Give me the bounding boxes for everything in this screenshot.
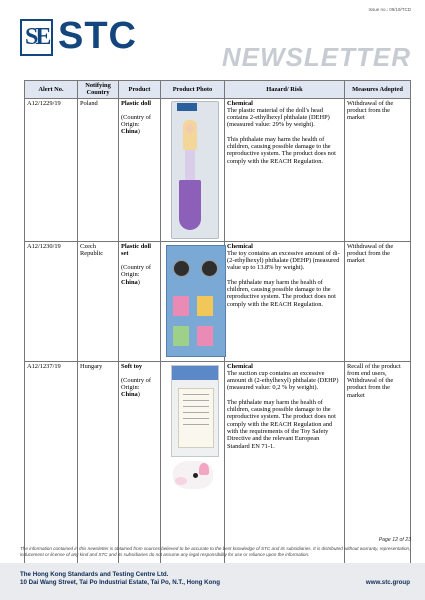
product-photo-cell xyxy=(161,98,225,241)
notifying-country: Poland xyxy=(78,98,119,241)
company-name: The Hong Kong Standards and Testing Centre Ltd. xyxy=(20,571,169,578)
company-address: 10 Dai Wang Street, Tai Po Industrial Estate, Tai Po, N.T., Hong Kong xyxy=(20,579,220,586)
hazard-risk-text: The phthalate may harm the health of children, causing possible damage to the reproductive system. The product does not comply with the REACH Regulation and with the requirements of the Toy Safety Directive and the relevant European Standard EN 71-1. xyxy=(227,398,336,450)
alerts-table xyxy=(24,80,411,575)
hazard-title: Chemical xyxy=(227,362,253,370)
table-row xyxy=(25,98,411,241)
hazard-description: The toy contains an excessive amount of di-(2-ethylhexyl) phthalate (DEHP) (measured value up to 13.8% by weight). xyxy=(227,249,340,272)
measures-adopted: Recall of the product from end users, Withdrawal of the product from the market xyxy=(345,361,411,574)
origin-country: China xyxy=(121,128,138,136)
table-row xyxy=(25,241,411,361)
website-link[interactable]: www.stc.group xyxy=(365,579,410,586)
product-cell: Soft toy (Country of Origin: China) xyxy=(119,361,161,574)
alert-number: A12/1237/19 xyxy=(25,361,78,574)
measures-adopted: Withdrawal of the product from the market xyxy=(345,241,411,361)
hazard-title: Chemical xyxy=(227,242,253,250)
company-info xyxy=(20,571,220,587)
logo-text: STC xyxy=(58,15,137,57)
measures-adopted: Withdrawal of the product from the market xyxy=(345,98,411,241)
product-photo-cell xyxy=(161,361,225,574)
table-header-row xyxy=(25,81,411,99)
product-name: Plastic doll set xyxy=(121,242,151,257)
table-row xyxy=(25,361,411,574)
hazard-risk-text: This phthalate may harm the health of children, causing possible damage to the reproductive system. The product does not comply with the REACH Regulation. xyxy=(227,135,336,165)
header-product-photo: Product Photo xyxy=(161,81,225,99)
disclaimer: The information contained in this newsletter is obtained from sources believed to be accurate to the best knowledge of STC and its subsidiaries. It is distributed without warranty, representation, inducement or license of any kind and STC and its subsidiaries do not assume any legal responsibility for use or reliance upon the information. xyxy=(20,546,411,557)
product-cell: Plastic doll set (Country of Origin: China) xyxy=(119,241,161,361)
origin-label: (Country of Origin: xyxy=(121,376,151,392)
origin-label: (Country of Origin: xyxy=(121,264,151,279)
product-photo-cell xyxy=(161,241,225,361)
header-measures-adopted: Measures Adopted xyxy=(345,81,411,99)
header-notifying-country: Notifying Country xyxy=(78,81,119,99)
notifying-country: Hungary xyxy=(78,361,119,574)
page-number: Page 12 of 23 xyxy=(378,537,411,543)
origin-country: China xyxy=(121,391,138,399)
product-cell: Plastic doll (Country of Origin: China) xyxy=(119,98,161,241)
hazard-description: The plastic material of the doll's head contains 2-ethylhexyl phthalate (DEHP) (measured value: 29% by weight). xyxy=(227,106,330,129)
header-hazard-risk: Hazard/ Risk xyxy=(225,81,345,99)
notifying-country: Czech Republic xyxy=(78,241,119,361)
hazard-risk-text: The phthalate may harm the health of children, causing possible damage to the reproductive system. The product does not comply with the REACH Regulation. xyxy=(227,278,336,308)
hazard-title: Chemical xyxy=(227,99,253,107)
origin-label: (Country of Origin: xyxy=(121,113,151,129)
hazard-cell xyxy=(225,361,345,574)
newsletter-title: NEWSLETTER xyxy=(221,42,411,72)
origin-country: China xyxy=(121,278,138,286)
hazard-description: The suction cup contains an excessive amount di (2-ethylhexyl) phthalate (DEHP) (measured value: 0,2 % by weight). xyxy=(227,369,339,392)
alert-number: A12/1229/19 xyxy=(25,98,78,241)
product-name: Plastic doll xyxy=(121,99,151,107)
stc-logo xyxy=(20,17,170,61)
hazard-cell xyxy=(225,98,345,241)
header-product: Product xyxy=(119,81,161,99)
issue-number: Issue no.: 09/19/TCD xyxy=(368,7,411,12)
hazard-cell xyxy=(225,241,345,361)
logo-mark-icon: SE xyxy=(20,19,53,56)
product-name: Soft toy xyxy=(121,362,143,370)
alert-number: A12/1230/19 xyxy=(25,241,78,361)
header-alert-no: Alert No. xyxy=(25,81,78,99)
